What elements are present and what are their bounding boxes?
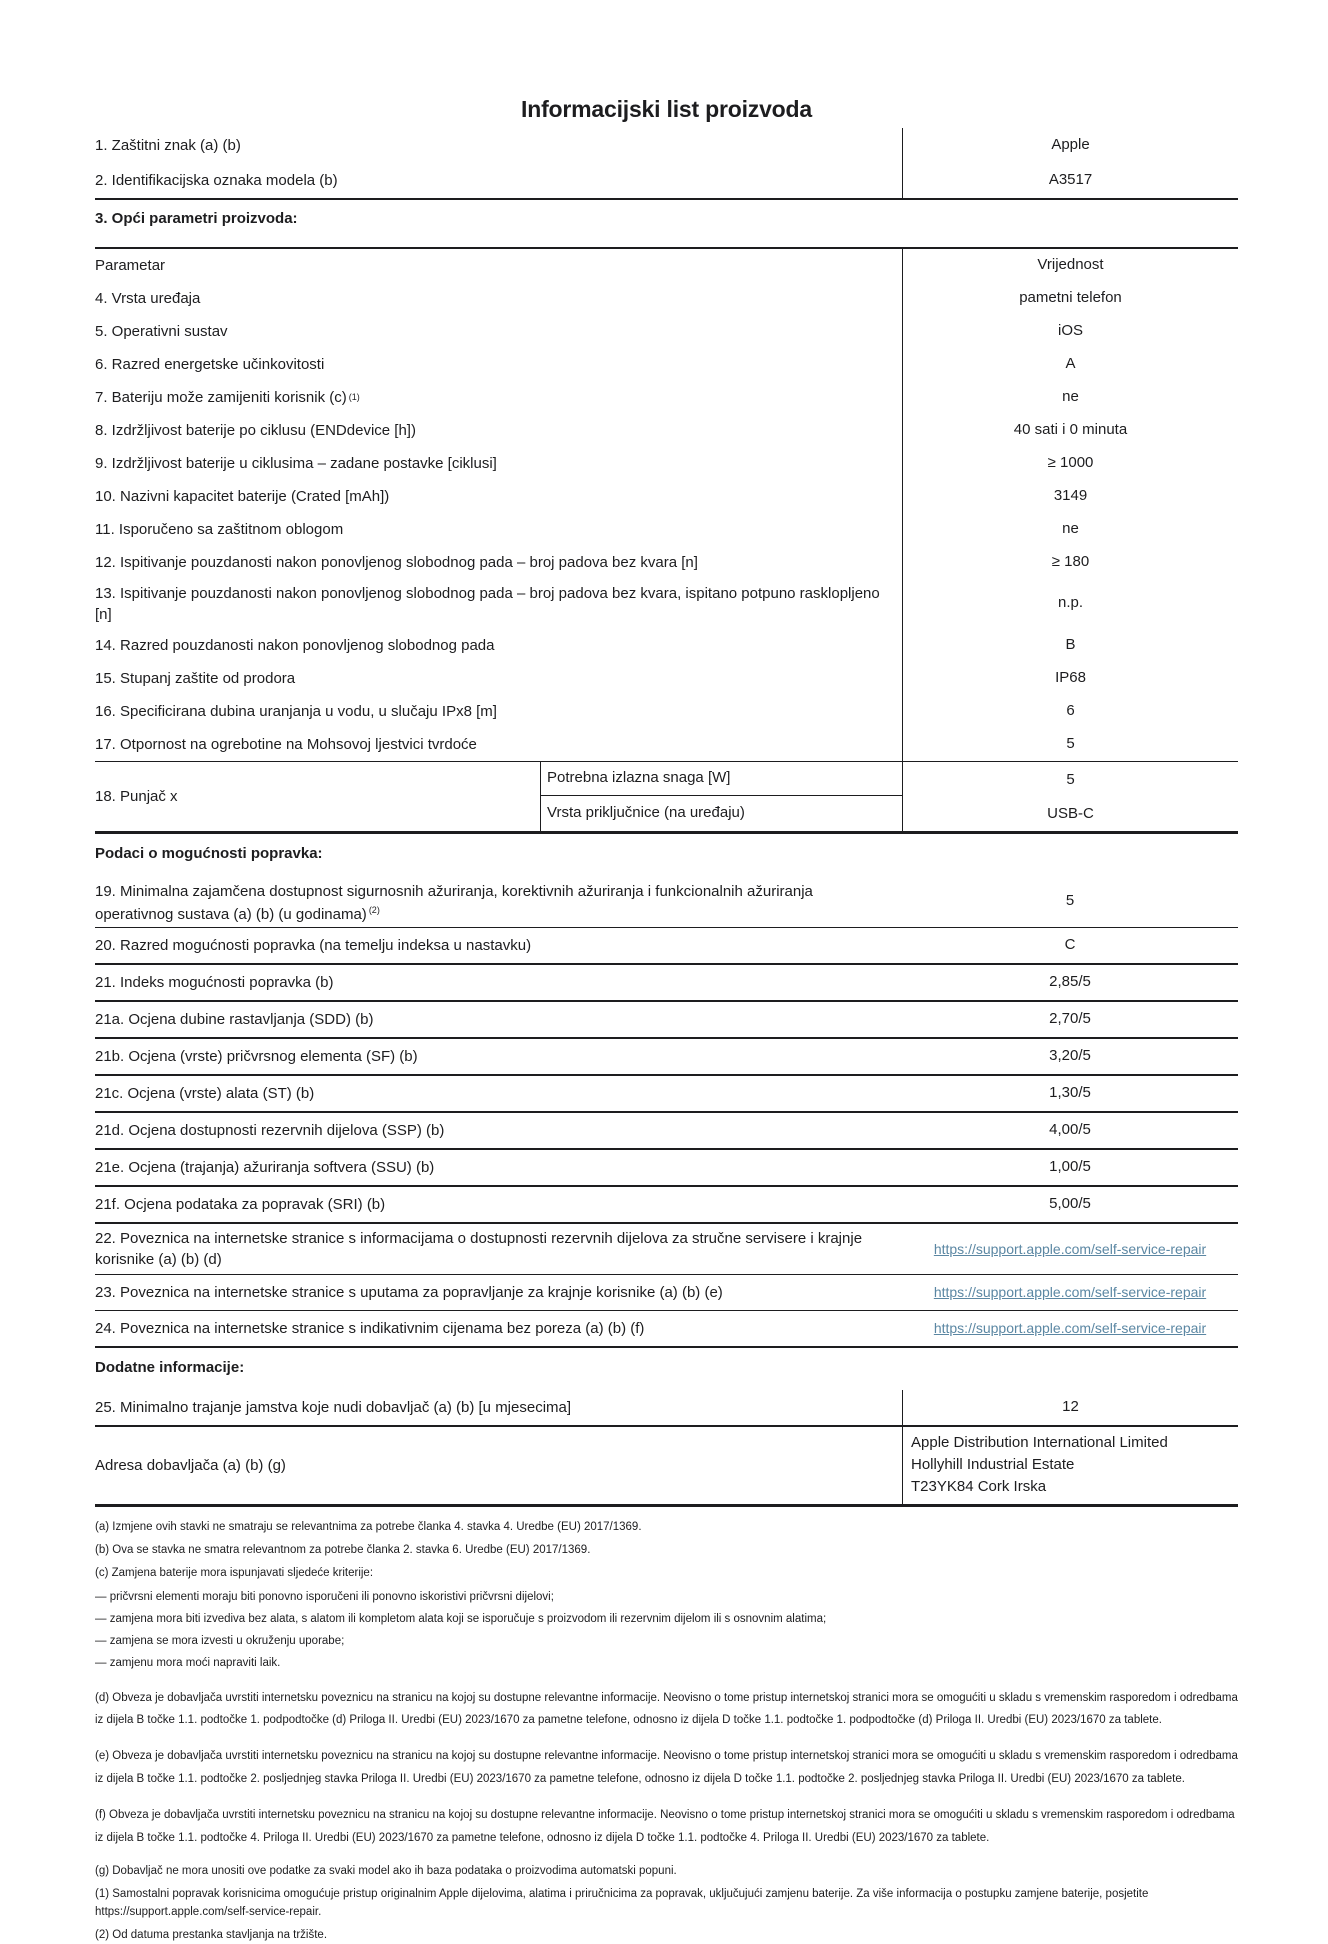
row-label: 5. Operativni sustav (95, 322, 228, 340)
row-value: A (902, 348, 1238, 381)
charger-sub-values (902, 762, 1238, 831)
table-row (95, 513, 1238, 546)
footnote-criterion: — zamjena mora biti izvediva bez alata, s alatom ili kompletom alata koji se isporučuje s proizvodom ili rezervnim dijelom ili s osnovnim alatima; (95, 1612, 827, 1625)
supplier-address (902, 1427, 1238, 1504)
row-label: 21c. Ocjena (vrste) alata (ST) (b) (95, 1085, 315, 1102)
row-value: ≥ 180 (902, 546, 1238, 579)
row-label: 21b. Ocjena (vrste) pričvrsnog elementa (SF) (b) (95, 1048, 418, 1065)
row-value: 2,70/5 (1049, 1010, 1091, 1028)
row-value: 6 (902, 695, 1238, 728)
table-row (95, 1150, 1238, 1187)
self-service-repair-link[interactable]: https://support.apple.com/self-service-repair (933, 1320, 1207, 1337)
row-label: 16. Specificirana dubina uranjanja u vodu, u slučaju IPx8 [m] (95, 702, 497, 720)
self-service-repair-link[interactable]: https://support.apple.com/self-service-repair (933, 1240, 1207, 1257)
footnote-criterion: — zamjenu mora moći napraviti laik. (95, 1657, 281, 1670)
footnote: (b) Ova se stavka ne smatra relevantnom za potrebe članka 2. stavka 6. Uredbe (EU) 2017/1369. (95, 1544, 591, 1556)
table-row (95, 728, 1238, 762)
table-row (95, 1113, 1238, 1150)
page-title: Informacijski list proizvoda (521, 96, 812, 122)
row-value: B (902, 629, 1238, 662)
row-value: IP68 (902, 662, 1238, 695)
table-row (95, 348, 1238, 381)
footnotes (95, 1519, 1238, 1944)
row-value: 40 sati i 0 minuta (902, 414, 1238, 447)
table-row (95, 965, 1238, 1002)
table-row (95, 163, 1238, 198)
row-value: A3517 (902, 163, 1238, 198)
row-label: 8. Izdržljivost baterije po ciklusu (ENDdevice [h]) (95, 421, 416, 439)
row-value: ne (902, 381, 1238, 414)
row-label: 22. Poveznica na internetske stranice s informacijama o dostupnosti rezervnih dijelova za stručne servisere i krajnje korisnike (a) (b) (d) (95, 1230, 863, 1268)
footnote: (d) Obveza je dobavljača uvrstiti internetsku poveznicu na stranicu na kojoj su dostupne relevantne informacije. Neovisno o tome pristup internetskoj stranici mora se omogućiti u skladu s vremenskim rasporedom i odredbama iz dijela B točke 1.1. podtočke 1. podpodtočke (d) Priloga II. Uredbi (EU) 2023/1670 za pametne telefone, odnosno iz dijela D točke 1.1. podtočke 1. podpodtočke (d) Priloga II. Uredbi (EU) 2023/1670 za tablete. (95, 1691, 1238, 1726)
supplier-address-line: Hollyhill Industrial Estate (911, 1455, 1075, 1473)
footnote: (1) Samostalni popravak korisnicima omogućuje pristup originalnim Apple dijelovima, alatima i priručnicima za popravak, uključujući zamjenu baterije. Za više informacija o postupku zamjene baterije, posjetite https://support.apple.com/self-service-repair. (95, 1888, 1149, 1918)
row-label: 21. Indeks mogućnosti popravka (b) (95, 974, 334, 991)
row-label: 15. Stupanj zaštite od prodora (95, 669, 296, 687)
table-row (95, 447, 1238, 480)
row-value: 1,00/5 (1049, 1158, 1091, 1176)
self-service-repair-link[interactable]: https://support.apple.com/self-service-repair (933, 1284, 1207, 1301)
footnote-criterion: — pričvrsni elementi moraju biti ponovno isporučeni ili ponovno iskoristivi pričvrsni dijelovi; (95, 1590, 554, 1603)
column-header-parameter: Parametar (95, 256, 166, 274)
row-value: 4,00/5 (1049, 1121, 1091, 1139)
section-heading-additional: Dodatne informacije: (95, 1359, 245, 1376)
row-value: 3149 (902, 480, 1238, 513)
table-row-link (95, 1311, 1238, 1348)
table-row (95, 1002, 1238, 1039)
row-label: 17. Otpornost na ogrebotine na Mohsovoj ljestvici tvrdoće (95, 735, 477, 753)
table-row (95, 315, 1238, 348)
row-label: 14. Razred pouzdanosti nakon ponovljenog slobodnog pada (95, 636, 495, 654)
table-row (95, 579, 1238, 629)
row-label: 21a. Ocjena dubine rastavljanja (SDD) (b) (95, 1011, 374, 1028)
section-heading-repairability: Podaci o mogućnosti popravka: (95, 844, 323, 862)
table-row-supplier-address (95, 1427, 1238, 1507)
supplier-address-line: T23YK84 Cork Irska (911, 1477, 1047, 1495)
sub-row-label: Vrsta priključnice (na uređaju) (547, 803, 745, 821)
row-label: 1. Zaštitni znak (a) (b) (95, 137, 241, 154)
row-label: Adresa dobavljača (a) (b) (g) (95, 1456, 286, 1474)
row-label: 21d. Ocjena dostupnosti rezervnih dijelova (SSP) (b) (95, 1122, 445, 1139)
table-row (95, 662, 1238, 695)
table-repairability (95, 875, 1238, 1348)
row-value: pametni telefon (902, 282, 1238, 315)
footnote-criterion: — zamjena se mora izvesti u okruženju uporabe; (95, 1635, 345, 1647)
row-label-text: 19. Minimalna zajamčena dostupnost sigurnosnih ažuriranja, korektivnih ažuriranja i funkcionalnih ažuriranja operativnog sustava (a) (b) (u godinama) (95, 883, 813, 923)
row-value (902, 1224, 1238, 1274)
row-label: 2. Identifikacijska oznaka modela (b) (95, 172, 338, 189)
footnote: (c) Zamjena baterije mora ispunjavati sljedeće kriterije: (95, 1567, 374, 1580)
footnote: (f) Obveza je dobavljača uvrstiti internetsku poveznicu na stranicu na kojoj su dostupne relevantne informacije. Neovisno o tome pristup internetskoj stranici mora se omogućiti u skladu s vremenskim rasporedom i odredbama iz dijela B točke 1.1. podtočke 4. Priloga II. Uredbi (EU) 2023/1670 za pametne telefone, odnosno iz dijela D točke 1.1. podtočke 4. Priloga II. Uredbi (EU) 2023/1670 za tablete. (95, 1809, 1235, 1844)
charger-sub-parameters (540, 762, 902, 831)
table-row (95, 546, 1238, 579)
row-label: 12. Ispitivanje pouzdanosti nakon ponovljenog slobodnog pada – broj padova bez kvara [n] (95, 553, 698, 571)
footnote: (2) Od datuma prestanka stavljanja na tržište. (95, 1928, 328, 1941)
row-label: 10. Nazivni kapacitet baterije (Crated [mAh]) (95, 487, 390, 505)
table-general-parameters (95, 249, 1238, 834)
row-label: 24. Poveznica na internetske stranice s indikativnim cijenama bez poreza (a) (b) (f) (95, 1320, 645, 1337)
table-row (95, 928, 1238, 965)
row-label: 6. Razred energetske učinkovitosti (95, 355, 325, 373)
row-label: 21f. Ocjena podataka za popravak (SRI) (b) (95, 1196, 386, 1213)
row-label: 20. Razred mogućnosti popravka (na temelju indeksa u nastavku) (95, 937, 532, 954)
row-label: 25. Minimalno trajanje jamstva koje nudi dobavljač (a) (b) [u mjesecima] (95, 1398, 572, 1416)
row-label: 4. Vrsta uređaja (95, 289, 201, 307)
sub-row-value: USB-C (1047, 805, 1094, 822)
row-value (902, 1275, 1238, 1310)
row-value: 5 (1065, 891, 1075, 909)
footnote-superscript: (1) (348, 391, 360, 402)
row-label: 11. Isporučeno sa zaštitnom oblogom (95, 520, 344, 538)
footnote-superscript: (2) (368, 904, 380, 915)
table-header-row (95, 249, 1238, 282)
table-row (95, 381, 1238, 414)
row-label: 21e. Ocjena (trajanja) ažuriranja softvera (SSU) (b) (95, 1159, 435, 1176)
row-value: Apple (902, 128, 1238, 163)
table-row (95, 1039, 1238, 1076)
row-label (95, 875, 902, 927)
table-row (95, 1390, 1238, 1427)
table-row (95, 1187, 1238, 1224)
table-identification (95, 128, 1238, 200)
row-value: 5,00/5 (1049, 1195, 1091, 1213)
table-row (95, 1076, 1238, 1113)
sub-row-label: Potrebna izlazna snaga [W] (541, 762, 902, 796)
row-label: 18. Punjač x (95, 787, 178, 805)
table-row (95, 875, 1238, 928)
supplier-address-line: Apple Distribution International Limited (911, 1434, 1168, 1451)
footnote: (e) Obveza je dobavljača uvrstiti internetsku poveznicu na stranicu na kojoj su dostupne relevantne informacije. Neovisno o tome pristup internetskoj stranici mora se omogućiti u skladu s vremenskim rasporedom i odredbama iz dijela B točke 1.1. podtočke 2. posljednjeg stavka Priloga II. Uredbi (EU) 2023/1670 za pametne telefone, odnosno iz dijela D točke 1.1. podtočke 2. posljednjeg stavka Priloga II. Uredbi (EU) 2023/1670 za tablete. (95, 1750, 1238, 1785)
column-header-value: Vrijednost (902, 249, 1238, 282)
sub-row-value: 5 (1066, 770, 1075, 788)
row-value (902, 1311, 1238, 1346)
table-row-link (95, 1224, 1238, 1275)
table-row (95, 128, 1238, 163)
row-value: C (1064, 936, 1076, 954)
row-value: 5 (902, 728, 1238, 761)
row-label-text: 7. Bateriju može zamijeniti korisnik (c) (95, 388, 347, 406)
footnote: (a) Izmjene ovih stavki ne smatraju se relevantnima za potrebe članka 4. stavka 4. Uredbe (EU) 2017/1369. (95, 1520, 642, 1533)
row-label: 13. Ispitivanje pouzdanosti nakon ponovljenog slobodnog pada – broj padova bez kvara, ispitano potpuno rasklopljeno [n] (95, 584, 880, 623)
row-value: 12 (902, 1390, 1238, 1425)
row-label: 9. Izdržljivost baterije u ciklusima – zadane postavke [ciklusi] (95, 454, 497, 472)
row-value: 3,20/5 (1049, 1047, 1091, 1065)
row-value: ≥ 1000 (902, 447, 1238, 480)
row-value: ne (902, 513, 1238, 546)
row-value: n.p. (902, 579, 1238, 629)
row-value: 1,30/5 (1049, 1084, 1091, 1102)
table-row (95, 282, 1238, 315)
footnote: (g) Dobavljač ne mora unositi ove podatke za svaki model ako ih baza podataka o proizvodima automatski popuni. (95, 1865, 677, 1878)
table-row-charger (95, 762, 1238, 834)
table-row (95, 629, 1238, 662)
row-label (95, 381, 902, 414)
table-row (95, 480, 1238, 513)
table-row (95, 414, 1238, 447)
table-row (95, 695, 1238, 728)
row-value: 2,85/5 (1049, 973, 1091, 991)
table-additional (95, 1390, 1238, 1507)
row-label: 23. Poveznica na internetske stranice s uputama za popravljanje za krajnje korisnike (a) (b) (e) (95, 1284, 723, 1301)
table-row-link (95, 1275, 1238, 1311)
row-value: iOS (902, 315, 1238, 348)
section-heading-general: 3. Opći parametri proizvoda: (95, 200, 1238, 249)
